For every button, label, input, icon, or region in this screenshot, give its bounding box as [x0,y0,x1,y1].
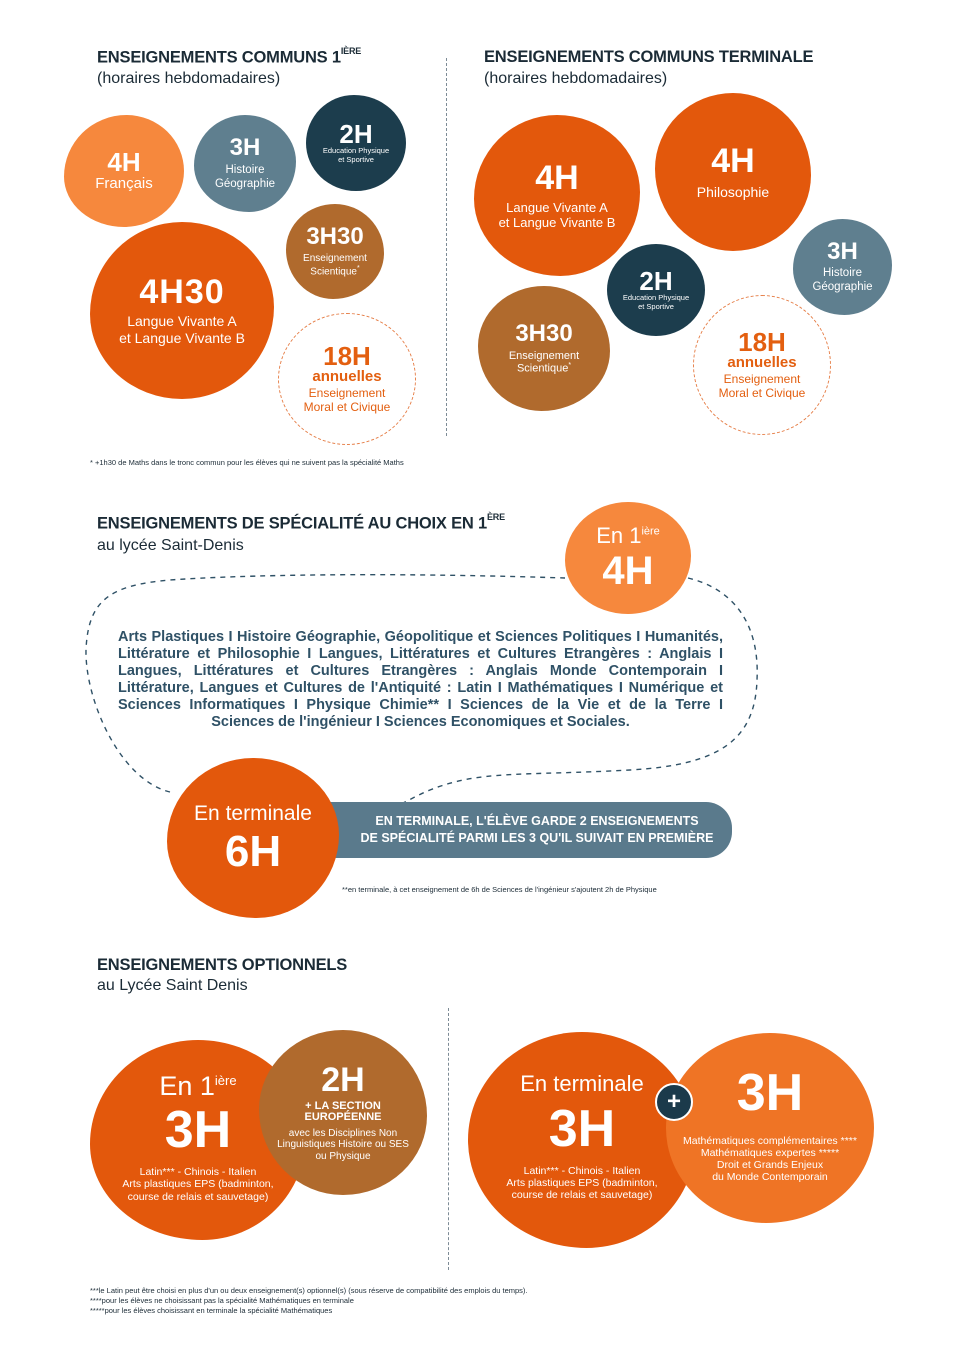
subject-label: Histoire [823,267,862,280]
hours-value: 4H [107,147,141,178]
subject-label: et Langue Vivante B [119,329,245,346]
subject-label: Langue Vivante A [506,199,608,215]
hours-value: 2H [339,119,373,150]
subject-label: Enseignement [308,386,386,401]
bubble-option-maths [666,1033,874,1223]
subject-label: et Sportive [338,155,374,164]
option-line: Mathématiques expertes ***** [700,1146,840,1159]
subject-label: Scientique [516,362,569,375]
plus-icon: + [655,1083,693,1121]
option-line: course de relais et sauvetage) [511,1189,653,1202]
bubble-specialite-premiere [565,502,691,614]
subject-label: Philosophie [696,183,770,200]
bubble-option-terminale [468,1032,696,1248]
hours-value: 3H [229,134,261,162]
section-subtitle: au lycée Saint-Denis [97,537,244,554]
subject-label: Langue Vivante A [127,313,237,330]
option-title: + LA SECTION [305,1099,381,1112]
bubble-specialite-terminale [167,758,339,918]
footnote: ***le Latin peut être choisi en plus d'un ou deux enseignement(s) optionnel(s) (sous réserve de compatibilité des emplois du temps). [90,1286,528,1295]
section-title-optionnels: ENSEIGNEMENTS OPTIONNELS [97,956,348,974]
option-line: du Monde Contemporain [712,1171,828,1184]
subject-label: Géographie [812,280,873,293]
subject-label: Histoire [225,164,265,177]
hours-value: 4H30 [139,273,225,312]
subject-label: Enseignement [723,372,801,387]
footnote-mark: * [568,362,572,370]
bubble-section-europeenne [259,1030,427,1195]
level-label: En $1^{ière}$ [159,1071,237,1102]
subject-label: et Langue Vivante B [498,214,616,230]
section-title-communs-premiere: ENSEIGNEMENTS COMMUNS $1^{IÈRE}$ [97,46,362,67]
option-line: Droit et Grands Enjeux [716,1159,824,1171]
option-line: Arts plastiques EPS (badminton, [122,1178,274,1191]
hours-value: 4H [711,141,755,180]
hours-unit: annuelles [727,354,797,372]
hours-value: 4H [602,549,654,593]
subject-label: Education Physique [322,146,390,156]
subject-label: Enseignement [303,253,367,265]
option-line: Mathématiques complémentaires **** [683,1134,857,1147]
hours-value: 6H [224,826,282,876]
subject-label: et Sportive [638,302,674,311]
hours-value: 3H [548,1099,616,1158]
footnote-mark: * [356,264,360,272]
hours-value: 3H [736,1063,804,1122]
specialites-list: Arts Plastiques I Histoire Géographie, Géopolitique et Sciences Politiques I Humanités, Littérature et Philosophie I Langues, Littératures et Cultures Etrangères : Anglais I Langues, Littératures et Cultures Etrangères : Anglais Monde Contemporain I Littérature, Langues et Cultures de l'Antiquité : Latin I Mathématiques I Numérique et Sciences Informatiques I Physique Chimie** I Sciences de la Vie et de la Terre I Sciences de l'ingénieur I Sciences Economiques et Sociales. [118,629,723,730]
terminale-info-pill [322,802,732,858]
subject-label: Moral et Civique [718,386,806,400]
level-label: En terminale [520,1070,644,1096]
hours-value: 2H [321,1060,365,1099]
subject-label: Moral et Civique [303,400,391,414]
option-line: avec les Disciplines Non [288,1127,398,1139]
section-subtitle: au Lycée Saint Denis [97,977,248,994]
section-subtitle: (horaires hebdomadaires) [97,70,281,87]
hours-value: 4H [535,158,579,197]
hours-value: 18H [323,341,371,372]
hours-value: 3H [827,238,858,266]
section-title-specialite: ENSEIGNEMENTS DE SPÉCIALITÉ AU CHOIX EN 1ÈRE [97,512,505,533]
subject-label: Scientique [310,266,357,278]
option-line: ou Physique [315,1150,371,1162]
hours-value: 3H [164,1101,232,1160]
level-label: En terminale [194,801,312,825]
option-line: course de relais et sauvetage) [127,1190,269,1203]
column-divider [448,1008,449,1270]
option-line: Linguistiques Histoire ou SES [277,1139,409,1151]
subject-label: Géographie [214,177,276,190]
footnote: **en terminale, à cet enseignement de 6h de Sciences de l'ingénieur s'ajoutent 2h de Physique [342,885,657,894]
option-line: Latin*** - Chinois - Italien [139,1166,257,1179]
option-title: EUROPÉENNE [304,1110,382,1123]
option-line: Arts plastiques EPS (badminton, [506,1176,658,1189]
subject-label: Français [95,175,153,193]
section-subtitle: (horaires hebdomadaires) [484,70,668,87]
footnote: *****pour les élèves choisissant en terminale la spécialité Mathématiques [90,1306,333,1315]
hours-value: 18H [738,327,786,358]
pill-line: EN TERMINALE, L'ÉLÈVE GARDE 2 ENSEIGNEMENTS [375,814,699,828]
option-line: Latin*** - Chinois - Italien [523,1164,641,1177]
section-title-communs-terminale: ENSEIGNEMENTS COMMUNS TERMINALE [484,48,814,66]
level-label: En $1^{ière}$ [596,523,660,548]
subject-label: Education Physique [622,293,690,303]
hours-value: 3H30 [306,223,364,251]
hours-value: 2H [639,266,673,297]
hours-unit: annuelles [312,368,382,386]
hours-value: 3H30 [515,319,573,347]
footnote: * +1h30 de Maths dans le tronc commun pour les élèves qui ne suivent pas la spécialité Maths [90,458,404,467]
subject-label: Enseignement [508,349,580,362]
footnote: ****pour les élèves ne choisissant pas la spécialité Mathématiques en terminale [90,1296,354,1305]
pill-line: DE SPÉCIALITÉ PARMI LES 3 QU'IL SUIVAIT EN PREMIÈRE [360,831,714,845]
